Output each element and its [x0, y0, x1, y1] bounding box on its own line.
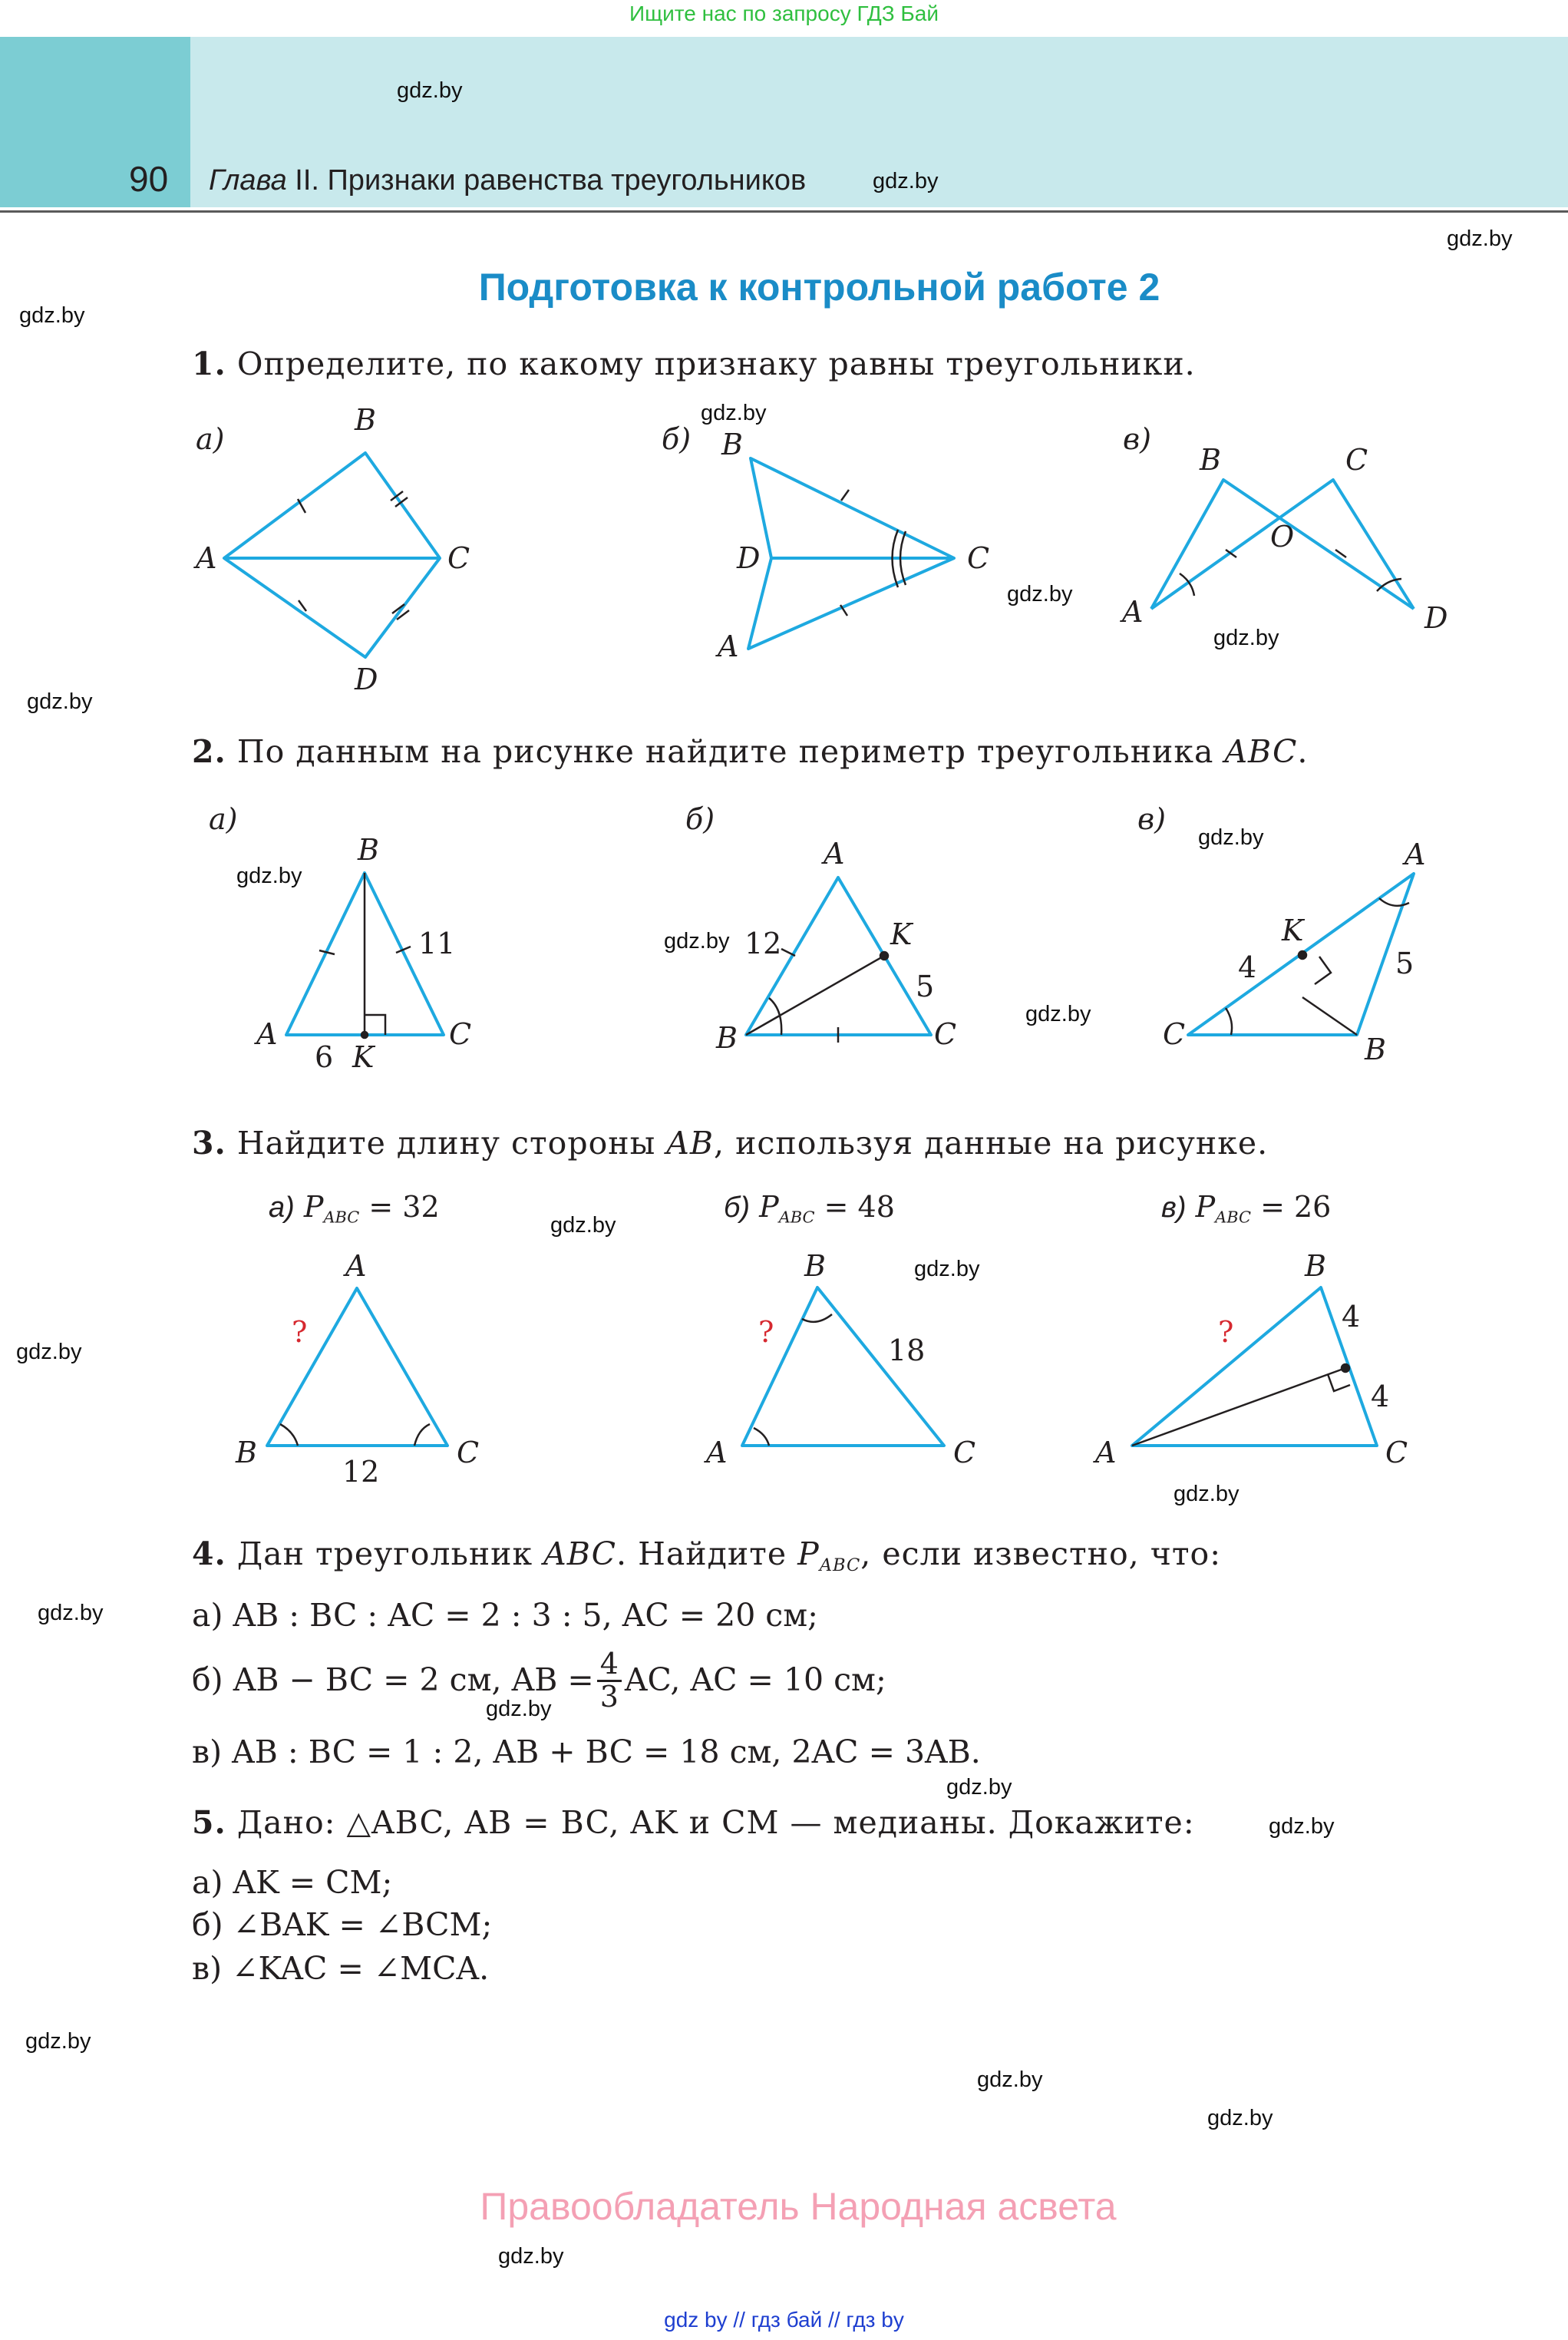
task-1	[192, 345, 1196, 382]
task-5-item-c: в) ∠KAC = ∠MCA.	[192, 1950, 490, 1987]
fig-1c-O: O	[1270, 520, 1295, 554]
fig-3b-18: 18	[888, 1334, 926, 1367]
fig-1c-D: D	[1424, 601, 1448, 635]
fig-2c-B: B	[1365, 1033, 1386, 1066]
fig-3b-C: C	[953, 1436, 976, 1469]
fig-3b-value: = 48	[824, 1190, 895, 1224]
fig-3c-A: A	[1095, 1436, 1117, 1469]
copyright-footer: Правообладатель Народная асвета	[480, 2185, 1117, 2228]
watermark: gdz.by	[1007, 582, 1073, 606]
watermark: gdz.by	[27, 689, 93, 714]
watermark: gdz.by	[977, 2067, 1043, 2092]
fig-3a-label: а)	[269, 1191, 295, 1224]
fig-3a-caption	[269, 1190, 440, 1226]
fig-1a-shape	[224, 453, 440, 657]
fig-1a-B: B	[355, 403, 376, 437]
fig-1b-C: C	[967, 541, 990, 575]
watermark: gdz.by	[946, 1775, 1012, 1800]
fig-1c-B: B	[1200, 443, 1221, 477]
task-2	[192, 733, 1308, 770]
task-4-sub: ABC	[819, 1555, 861, 1575]
fig-2b-12: 12	[744, 927, 782, 960]
fig-3a-sub: ABC	[323, 1208, 360, 1227]
task-1-text: Определите, по какому признаку равны треугольники.	[226, 345, 1196, 382]
fig-3a-B: B	[236, 1436, 257, 1469]
watermark: gdz.by	[701, 401, 767, 425]
task-5-text: Дано: △ABC, AB = BC, AK и CM — медианы. Докажите:	[226, 1804, 1195, 1841]
watermark: gdz.by	[914, 1257, 980, 1281]
fig-3c-question: ?	[1218, 1315, 1234, 1349]
task-3-text-2: , используя данные на рисунке.	[714, 1125, 1269, 1162]
task-2-text: По данным на рисунке найдите периметр треугольника	[226, 733, 1225, 770]
fig-3a-C: C	[457, 1436, 480, 1469]
fig-3b-sub: ABC	[778, 1208, 815, 1227]
watermark: gdz.by	[486, 1697, 552, 1721]
watermark: gdz.by	[19, 303, 85, 328]
watermark: gdz.by	[1213, 626, 1279, 650]
watermark: gdz.by	[236, 864, 302, 888]
fig-2a-A: A	[256, 1017, 278, 1051]
fig-3a-A: A	[345, 1249, 367, 1283]
fig-3c-shape	[1132, 1287, 1377, 1446]
task-1-number: 1.	[192, 345, 226, 382]
fig-2c-K: K	[1282, 914, 1304, 947]
fig-2c-C: C	[1163, 1017, 1186, 1051]
task-3-figures	[0, 1228, 1568, 1512]
task-2-triangle: ABC	[1224, 733, 1298, 770]
fig-3c-P: P	[1195, 1190, 1216, 1224]
fig-2a-K: K	[352, 1040, 375, 1074]
fig-1a-label: а)	[196, 422, 225, 456]
fig-1b-A: A	[718, 630, 739, 663]
fig-2a-11: 11	[418, 927, 456, 960]
fig-1c-A: A	[1122, 595, 1144, 629]
fig-2b-K: K	[890, 917, 913, 951]
top-note: Ищите нас по запросу ГДЗ Бай	[629, 2, 939, 25]
fig-3a-question: ?	[292, 1315, 308, 1349]
fig-3b-P: P	[759, 1190, 779, 1224]
watermark: gdz.by	[1174, 1482, 1240, 1506]
watermark: gdz.by	[1025, 1002, 1091, 1026]
fig-2a-6: 6	[315, 1040, 334, 1074]
watermark: gdz.by	[873, 169, 939, 193]
fig-1b-label: б)	[662, 422, 692, 456]
watermark: gdz.by	[1207, 2106, 1273, 2130]
task-5-item-a: а) AK = CM;	[192, 1864, 393, 1901]
fig-3c-label: в)	[1161, 1191, 1187, 1224]
task-3-segment: AB	[666, 1125, 715, 1162]
task-4-number: 4.	[192, 1535, 226, 1572]
fig-3b-caption	[724, 1190, 895, 1226]
task-3-number: 3.	[192, 1125, 226, 1162]
watermark: gdz.by	[1269, 1814, 1335, 1839]
watermark: gdz.by	[1447, 226, 1513, 251]
watermark: gdz.by	[25, 2029, 91, 2054]
task-4	[192, 1535, 1221, 1575]
task-4-P: P	[797, 1535, 820, 1572]
task-3-text-1: Найдите длину стороны	[226, 1125, 667, 1162]
fig-3a-12: 12	[342, 1455, 380, 1489]
fig-1c-C: C	[1345, 443, 1368, 477]
page-title: Подготовка к контрольной работе 2	[478, 266, 1160, 309]
task-4-text-3: , если известно, что:	[860, 1535, 1222, 1572]
fig-3c-sub: ABC	[1215, 1208, 1251, 1227]
fig-1b-B: B	[721, 428, 743, 461]
task-3	[192, 1125, 1268, 1162]
task-4-item-a: а) AB : BC : AC = 2 : 3 : 5, AC = 20 см;	[192, 1597, 818, 1634]
watermark: gdz.by	[1198, 825, 1264, 850]
watermark: gdz.by	[397, 78, 463, 103]
watermark: gdz.by	[16, 1340, 82, 1364]
fig-2b-B: B	[716, 1021, 738, 1055]
fig-3b-question: ?	[758, 1315, 774, 1349]
task-5	[192, 1804, 1195, 1841]
header-rule	[0, 210, 1568, 213]
fig-1b-D: D	[737, 541, 761, 575]
fraction-4-3	[597, 1646, 622, 1714]
fig-1a-D: D	[355, 663, 378, 696]
chapter-word: Глава	[209, 164, 287, 197]
fig-2c-label: в)	[1137, 802, 1166, 836]
fig-3b-A: A	[706, 1436, 728, 1469]
task-4-b-tail: AC, AC = 10 см;	[624, 1661, 886, 1698]
fig-2c-5: 5	[1395, 947, 1415, 980]
fraction-denominator: 3	[599, 1679, 619, 1714]
fig-3c-caption	[1161, 1190, 1331, 1226]
fig-1c-label: в)	[1123, 422, 1151, 456]
fig-2b-5: 5	[916, 970, 935, 1003]
chapter-name: II. Признаки равенства треугольников	[286, 164, 807, 197]
task-4-b-text: б) AB − BC = 2 см, AB =	[192, 1661, 594, 1698]
chapter-title	[209, 164, 806, 197]
task-4-text-1: Дан треугольник	[226, 1535, 544, 1572]
fig-3c-4-lower: 4	[1371, 1380, 1390, 1413]
fig-3c-B: B	[1305, 1249, 1326, 1283]
task-2-number: 2.	[192, 733, 226, 770]
watermark: gdz.by	[664, 929, 730, 954]
task-1-figures	[0, 399, 1568, 706]
task-2-figures	[0, 791, 1568, 1098]
task-2-end: .	[1297, 733, 1309, 770]
fig-3a-shape	[267, 1288, 447, 1446]
watermark: gdz.by	[38, 1601, 104, 1625]
task-4-triangle: ABC	[543, 1535, 617, 1572]
fig-3a-P: P	[303, 1190, 324, 1224]
footer-links[interactable]: gdz by // гдз бай // гдз by	[664, 2308, 904, 2332]
fig-2a-C: C	[449, 1017, 472, 1051]
task-5-number: 5.	[192, 1804, 226, 1841]
fig-2c-A: A	[1405, 838, 1426, 871]
fig-3b-B: B	[804, 1249, 826, 1283]
fig-2a-label: а)	[209, 802, 238, 836]
fig-3c-C: C	[1385, 1436, 1408, 1469]
task-4-text-2: . Найдите	[616, 1535, 798, 1572]
fig-3a-value: = 32	[368, 1190, 440, 1224]
fig-2b-A: A	[824, 837, 845, 871]
fig-3c-4-upper: 4	[1342, 1300, 1361, 1334]
page-number: 90	[129, 159, 169, 199]
task-4-item-c: в) AB : BC = 1 : 2, AB + BC = 18 см, 2AC = 3AB.	[192, 1734, 981, 1770]
watermark: gdz.by	[550, 1213, 616, 1238]
fig-1a-C: C	[447, 541, 470, 575]
fig-1b-shape	[748, 458, 954, 649]
fig-1a-A: A	[196, 541, 217, 575]
watermark: gdz.by	[498, 2244, 564, 2269]
task-5-item-b: б) ∠BAK = ∠BCM;	[192, 1906, 493, 1943]
fig-3b-label: б)	[724, 1191, 751, 1224]
fig-2b-C: C	[934, 1017, 957, 1051]
fig-2a-B: B	[358, 833, 379, 867]
fig-3c-value: = 26	[1260, 1190, 1332, 1224]
fig-2c-4: 4	[1238, 950, 1257, 984]
fraction-numerator: 4	[597, 1649, 622, 1682]
fig-2b-label: б)	[685, 802, 715, 836]
